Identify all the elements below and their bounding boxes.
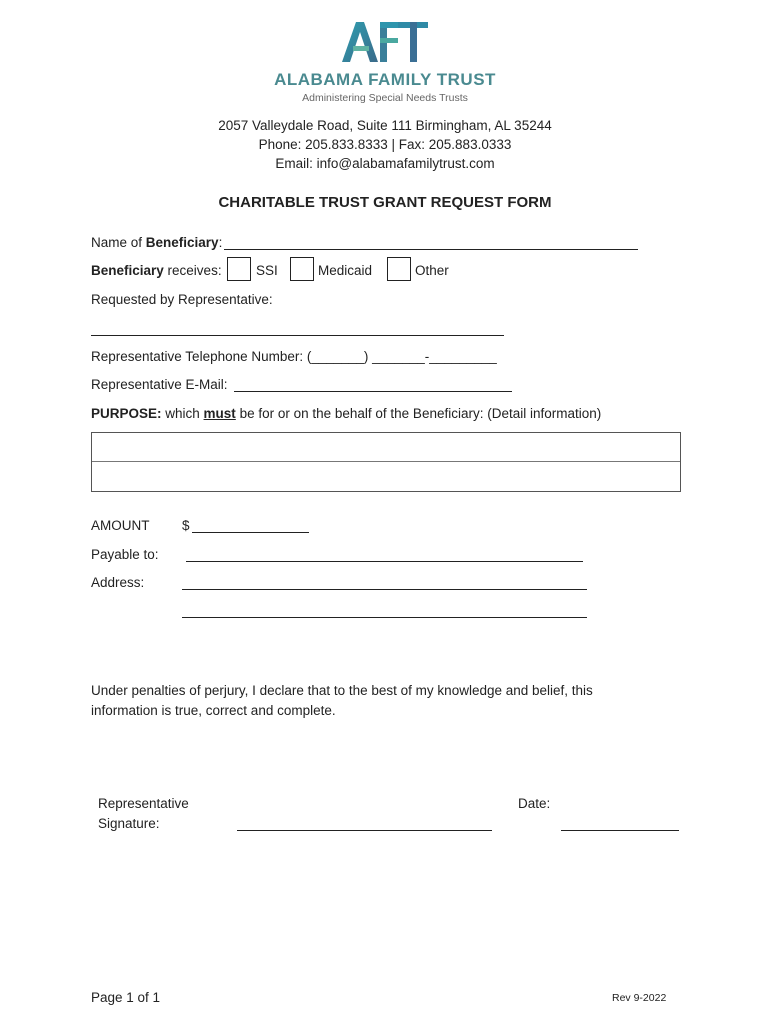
amount-currency: $ (182, 518, 190, 533)
requested-by-label: Requested by Representative: (91, 292, 273, 307)
other-checkbox[interactable] (387, 257, 411, 281)
purpose-details-box (91, 432, 681, 492)
signature-label-line-2: Signature: (98, 816, 160, 831)
medicaid-checkbox[interactable] (290, 257, 314, 281)
beneficiary-name-field[interactable] (224, 249, 638, 250)
amount-label: AMOUNT (91, 518, 150, 533)
org-tagline: Administering Special Needs Trusts (302, 92, 468, 104)
signature-label-line-1: Representative (98, 796, 189, 811)
org-name: ALABAMA FAMILY TRUST (274, 70, 496, 89)
ssi-checkbox[interactable] (227, 257, 251, 281)
representative-name-field[interactable] (91, 335, 504, 336)
date-label: Date: (518, 796, 551, 811)
beneficiary-receives-label: Beneficiary receives: (91, 263, 222, 278)
declaration-line-2: information is true, correct and complete. (91, 703, 336, 718)
beneficiary-name-label: Name of Beneficiary: (91, 235, 223, 250)
purpose-label: PURPOSE: which must be for or on the behalf of the Beneficiary: (Detail information) (91, 406, 602, 421)
address-label: Address: (91, 575, 145, 590)
ssi-option-label: SSI (256, 263, 278, 278)
purpose-details-row[interactable] (92, 462, 680, 491)
form-title: CHARITABLE TRUST GRANT REQUEST FORM (218, 194, 552, 211)
page-number: Page 1 of 1 (91, 990, 161, 1005)
amount-field[interactable] (192, 532, 309, 533)
representative-email-field[interactable] (234, 391, 512, 392)
logo (0, 18, 770, 66)
representative-phone-label[interactable]: Representative Telephone Number: (_______) _______-_________ (91, 349, 497, 364)
aft-logo-icon (340, 18, 430, 66)
org-address: 2057 Valleydale Road, Suite 111 Birmingham, AL 35244 (218, 118, 552, 133)
purpose-details-row[interactable] (92, 433, 680, 462)
revision-label: Rev 9-2022 (612, 992, 667, 1004)
payable-to-field[interactable] (186, 561, 583, 562)
other-option-label: Other (415, 263, 449, 278)
address-field-line-1[interactable] (182, 589, 587, 590)
date-field[interactable] (561, 830, 679, 831)
representative-email-label: Representative E-Mail: (91, 377, 228, 392)
declaration-line-1: Under penalties of perjury, I declare that to the best of my knowledge and belief, this (91, 683, 593, 698)
org-email: Email: info@alabamafamilytrust.com (275, 156, 495, 171)
payable-to-label: Payable to: (91, 547, 159, 562)
signature-field[interactable] (237, 830, 492, 831)
org-phone: Phone: 205.833.8333 | Fax: 205.883.0333 (258, 137, 512, 152)
medicaid-option-label: Medicaid (318, 263, 373, 278)
address-field-line-2[interactable] (182, 617, 587, 618)
